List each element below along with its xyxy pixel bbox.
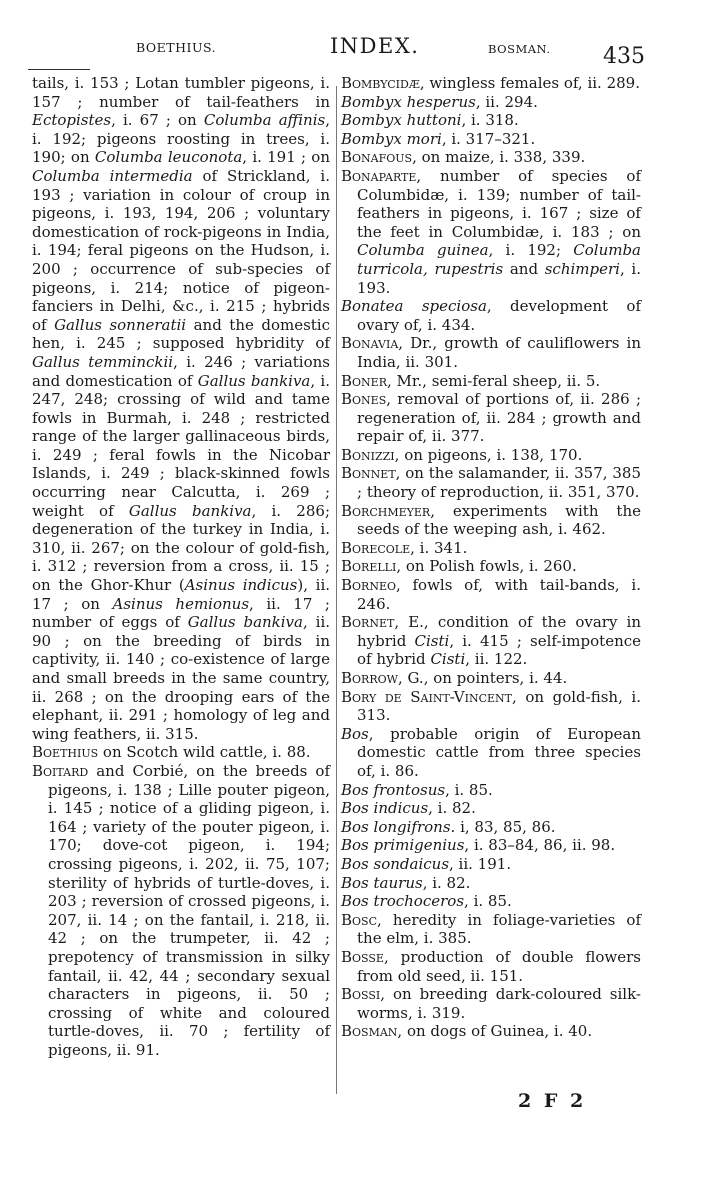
entry-headword: Borecole	[341, 538, 411, 557]
index-entry	[341, 130, 641, 149]
entry-italic-term: Gallus sonneratii	[54, 315, 187, 334]
entry-text: on Scotch wild cattle, i. 88.	[98, 743, 311, 762]
index-entry	[341, 613, 641, 669]
index-entry	[341, 836, 641, 855]
printer-signature: 2 F 2	[518, 1090, 587, 1112]
index-entry	[341, 911, 641, 948]
entry-headword: Bonizzi	[341, 445, 395, 464]
entry-italic-term: Bombyx mori	[341, 129, 442, 148]
page-number: 435	[603, 44, 645, 69]
index-entry	[341, 1022, 641, 1041]
index-entry	[341, 390, 641, 446]
running-head-title: INDEX.	[330, 34, 420, 58]
entry-headword: Bonaparte	[341, 166, 417, 185]
index-entry	[341, 297, 641, 334]
index-entry	[341, 334, 641, 371]
right-column	[341, 74, 641, 1041]
entry-italic-term: schimperi	[544, 259, 620, 278]
entry-text: , i. 85.	[464, 892, 512, 911]
entry-headword: Boner	[341, 371, 387, 390]
entry-italic-term: Ectopistes	[32, 111, 112, 130]
entry-text: , production of double flowers from old seed, ii. 151.	[357, 947, 641, 985]
entry-text: , ii. 17 ; number of eggs of	[32, 594, 330, 632]
index-entry	[341, 446, 641, 465]
entry-italic-term: Asinus hemionus	[112, 594, 250, 613]
entry-headword: Bossi	[341, 985, 381, 1004]
index-entry	[341, 502, 641, 539]
entry-text: , ii. 294.	[475, 92, 538, 111]
entry-italic-term: Bos taurus	[341, 873, 423, 892]
entry-italic-term: Cisti	[430, 650, 466, 669]
entry-italic-term: Bos longifrons	[341, 817, 451, 836]
entry-text: , i. 82.	[428, 799, 476, 818]
index-entry	[341, 799, 641, 818]
index-entry	[341, 781, 641, 800]
entry-headword: Bornet	[341, 613, 395, 632]
entry-text: , i. 317–321.	[441, 129, 536, 148]
column-divider	[336, 86, 337, 1094]
index-entry	[341, 725, 641, 781]
entry-text: , fowls of, with tail-bands, i. 246.	[357, 576, 641, 613]
entry-text: , i. 341.	[410, 538, 468, 557]
header-rule	[28, 69, 90, 70]
entry-italic-term: Cisti	[414, 631, 450, 650]
entry-italic-term: Bos	[341, 724, 369, 743]
entry-text: , experiments with the seeds of the weeping ash, i. 462.	[357, 501, 641, 539]
index-entry	[341, 539, 641, 558]
entry-text: , i. 67 ; on	[111, 111, 204, 130]
entry-text: , i. 191 ; on	[242, 148, 330, 167]
entry-text: , removal of portions of, ii. 286 ; regeneration of, ii. 284 ; growth and repair of, ii. 377.	[357, 390, 641, 446]
entry-italic-term: Gallus temminckii	[32, 352, 174, 371]
entry-italic-term: Bombyx huttoni	[341, 111, 462, 130]
index-entry	[341, 74, 641, 93]
entry-text: and	[503, 259, 545, 278]
entry-headword: Bosse	[341, 947, 384, 966]
entry-italic-term: Bonatea speciosa	[341, 297, 487, 316]
index-entry	[341, 464, 641, 501]
entry-text: , on maize, i. 338, 339.	[412, 148, 586, 167]
entry-text: and Corbié, on the breeds of pigeons, i. 138 ; Lille pouter pigeon, i. 145 ; notice of a gliding pigeon, i. 164 ; variety of the pouter pigeon, i. 170; dove-cot pigeon, i. 194; crossing pigeons, i. 202, ii. 75, 107; sterility of hybrids of turtle-doves, i. 203 ; reversion of crossed pigeons, i. 207, ii. 14 ; on the fantail, i. 218, ii. 42 ; on the trumpeter, ii. 42 ; prepotency of transmission in silky fantail, ii. 42, 44 ; secondary sexual characters in pigeons, ii. 50 ; crossing of white and coloured turtle-doves, ii. 70 ; fertility of pigeons, ii. 91.	[48, 761, 330, 1059]
entry-italic-term: Columba leuconota	[94, 148, 243, 167]
entry-italic-term: Bos trochoceros	[341, 892, 465, 911]
entry-text: , ii. 191.	[449, 854, 512, 873]
entry-headword: Borneo	[341, 576, 396, 595]
left-column	[32, 74, 330, 1059]
entry-headword: Bonavia	[341, 334, 399, 353]
entry-headword: Bory de Saint-Vincent	[341, 687, 512, 706]
entry-text: , on the salamander, ii. 357, 385 ; theory of reproduction, ii. 351, 370.	[357, 464, 641, 502]
index-entry	[341, 148, 641, 167]
index-entry	[32, 762, 330, 1060]
index-entry	[341, 93, 641, 112]
index-entry	[32, 743, 330, 762]
entry-text: , ii. 122.	[465, 650, 528, 669]
running-head	[28, 34, 647, 68]
entry-text: , E., condition of the ovary in hybrid	[357, 613, 641, 650]
running-head-right: BOSMAN.	[488, 42, 551, 56]
entry-text: , wingless females of, ii. 289.	[419, 74, 640, 92]
entry-text: tails, i. 153 ; Lotan tumbler pigeons, i. 157 ; number of tail-feathers in	[32, 74, 330, 111]
entry-text: and the domestic hen, i. 245 ; supposed hybridity of	[32, 315, 330, 353]
entry-text: , i. 247, 248; crossing of wild and tame fowls in Burmah, i. 248 ; restricted range of the larger gallinaceous birds, i. 249 ; feral fowls in the Nicobar Islands, i. 249 ; black-skinned fowls occurring near Calcutta, i. 269 ; weight of	[32, 371, 330, 520]
entry-text: , i. 82.	[422, 873, 471, 892]
entry-text: , on breeding dark-coloured silk-worms, i. 319.	[357, 985, 641, 1022]
index-entry	[341, 688, 641, 725]
index-entry	[341, 669, 641, 688]
entry-text: , i. 193.	[357, 259, 641, 297]
index-entry	[341, 167, 641, 297]
entry-headword: Borelli	[341, 557, 397, 576]
entry-text: , probable origin of European domestic cattle from three species of, i. 86.	[357, 724, 641, 780]
entry-text: , i. 192; pigeons roosting in trees, i. 190; on	[32, 111, 330, 167]
entry-text: , on dogs of Guinea, i. 40.	[397, 1022, 593, 1041]
index-entry	[341, 111, 641, 130]
entry-text: , i. 318.	[461, 111, 519, 130]
entry-headword: Bombycidæ	[341, 74, 420, 92]
entry-text: , Dr., growth of cauliflowers in India, ii. 301.	[357, 334, 641, 371]
entry-text: , i. 415 ; self-impotence of hybrid	[357, 631, 642, 669]
index-entry	[341, 985, 641, 1022]
entry-italic-term: Columba guinea	[357, 241, 489, 260]
entry-headword: Borrow	[341, 669, 398, 687]
entry-italic-term: Bos indicus	[341, 799, 429, 818]
entry-text: , development of ovary of, i. 434.	[357, 297, 641, 334]
entry-headword: Boitard	[32, 761, 89, 780]
entry-text: of Strickland, i. 193 ; variation in colour of croup in pigeons, i. 193, 194, 206 ; voluntary domestication of rock-pigeons in India, i. 194; feral pigeons on the Hudson, i. 200 ; occurrence of sub-species of pigeons, i. 214; notice of pigeon-fanciers in Delhi, &c., i. 215 ; hybrids of	[32, 166, 330, 334]
index-entry	[341, 892, 641, 911]
entry-text: , on gold-fish, i. 313.	[357, 687, 641, 725]
index-entry	[341, 372, 641, 391]
entry-text: , Mr., semi-feral sheep, ii. 5.	[386, 371, 601, 390]
entry-text: , G., on pointers, i. 44.	[397, 669, 568, 687]
entry-text: , heredity in foliage-varieties of the elm, i. 385.	[357, 910, 641, 948]
entry-text: , i. 85.	[445, 780, 493, 799]
entry-text: , i. 192;	[488, 241, 574, 260]
entry-text: , i. 83–84, 86, ii. 98.	[464, 836, 616, 855]
entry-headword: Bones	[341, 390, 387, 409]
entry-text: , i. 246 ; variations and domestication of	[32, 352, 330, 390]
entry-italic-term: Columba turricola, rupestris	[357, 241, 641, 278]
entry-text: , number of species of Columbidæ, i. 139; number of tail-feathers in pigeons, i. 167 ; size of the feet in Columbidæ, i. 183 ; on	[357, 166, 641, 241]
entry-text: , i. 286; degeneration of the turkey in India, i. 310, ii. 267; on the colour of gold-fish, i. 312 ; reversion from a cross, ii. 15 ; on the Ghor-Khur (	[32, 501, 330, 595]
entry-italic-term: Columba affinis	[203, 111, 326, 130]
entry-italic-term: Bombyx hesperus	[341, 92, 476, 111]
entry-text: , ii. 90 ; on the breeding of birds in captivity, ii. 140 ; co-existence of large and small breeds in the same country, ii. 268 ; on the drooping ears of the elephant, ii. 291 ; homology of leg and wing feathers, ii. 315.	[32, 613, 331, 743]
entry-headword: Borchmeyer	[341, 501, 431, 520]
entry-italic-term: Gallus bankiva	[197, 371, 311, 390]
index-entry	[341, 557, 641, 576]
index-entry	[341, 948, 641, 985]
entry-headword: Bosc	[341, 910, 377, 929]
entry-text: , on Polish fowls, i. 260.	[396, 557, 577, 576]
entry-headword: Bonnet	[341, 464, 396, 483]
index-entry	[341, 818, 641, 837]
entry-italic-term: Asinus indicus	[184, 576, 298, 595]
entry-text: , on pigeons, i. 138, 170.	[394, 445, 583, 464]
entry-text: . i, 83, 85, 86.	[450, 817, 556, 836]
index-entry	[341, 874, 641, 893]
index-entry	[341, 576, 641, 613]
entry-italic-term: Bos sondaicus	[341, 854, 450, 873]
entry-italic-term: Gallus bankiva	[128, 501, 252, 520]
entry-headword: Bosman	[341, 1022, 398, 1041]
entry-italic-term: Bos primigenius	[341, 836, 465, 855]
entry-italic-term: Bos frontosus	[341, 780, 446, 799]
running-head-left: BOETHIUS.	[136, 40, 217, 55]
entry-italic-term: Gallus bankiva	[187, 613, 303, 632]
entry-headword: Boethius	[32, 743, 99, 762]
entry-italic-term: Columba intermedia	[32, 166, 193, 185]
index-entry-continued	[32, 74, 330, 743]
entry-text: ), ii. 17 ; on	[32, 576, 331, 613]
entry-headword: Bonafous	[341, 148, 413, 167]
index-entry	[341, 855, 641, 874]
